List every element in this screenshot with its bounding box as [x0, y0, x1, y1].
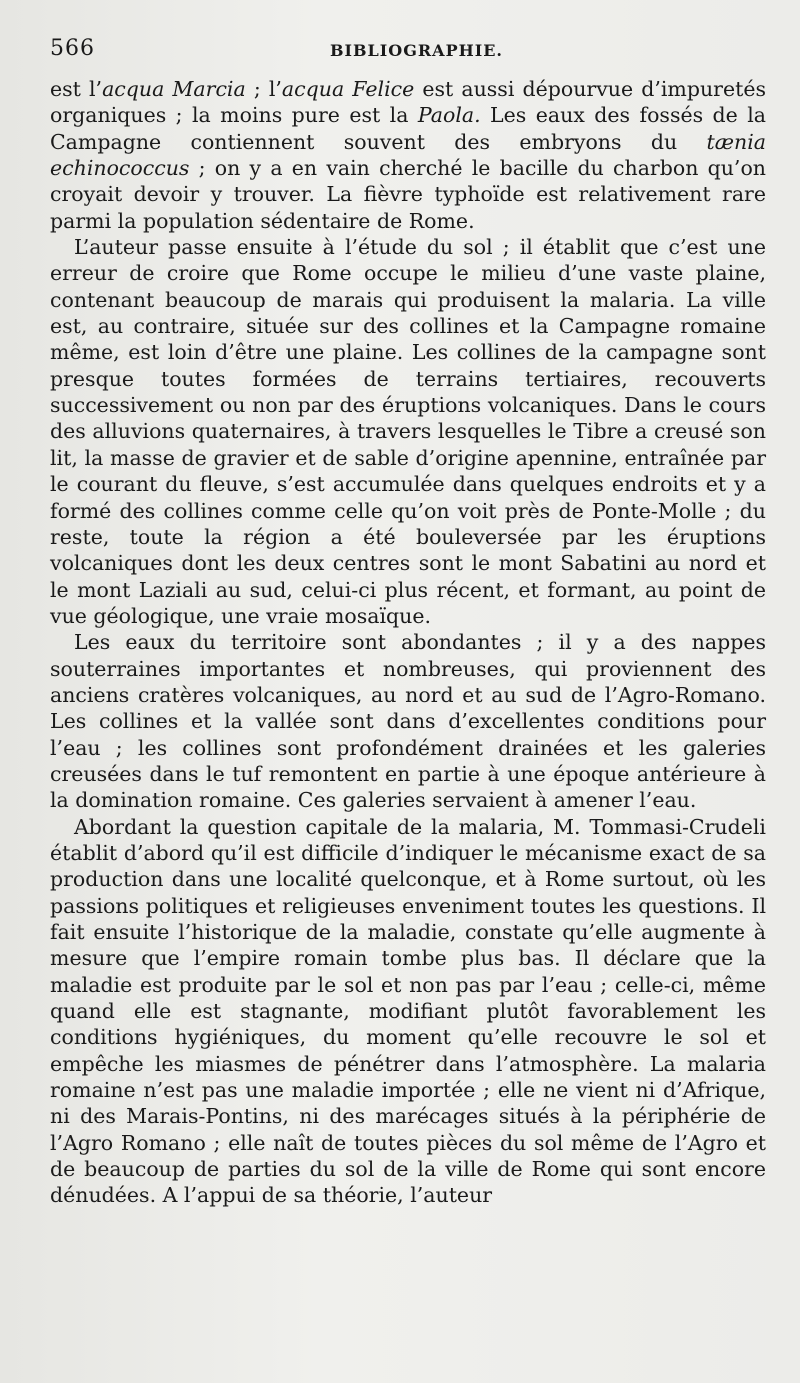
paragraph-3: Les eaux du territoire sont abondantes ; il y a des nappes souterraines importantes et nombreuses, qui proviennent des anciens cratères volcaniques, au nord et au sud de l’Agro-Romano. Les collines et la vallée sont dans d’excellentes conditions pour l’eau ; les collines sont profondément drainées et les galeries creusées dans le tuf remontent en partie à une époque antérieure à la domination romaine. Ces galeries servaient à amener l’eau.: [50, 630, 766, 813]
p1-text-5: ; on y a en vain cherché le bacille du charbon qu’on croyait devoir y trouver. La fièvre typhoïde est relativement rare parmi la population sédentaire de Rome.: [50, 156, 766, 233]
p1-italic-acqua-marcia: acqua Marcia: [102, 77, 246, 101]
p1-italic-paola: Paola.: [417, 103, 481, 128]
running-head: [50, 36, 770, 76]
paragraph-4: Abordant la question capitale de la malaria, M. Tommasi-Crudeli établit d’abord qu’il est difficile d’indiquer le mécanisme exact de sa production dans une localité quelconque, et à Rome surtout, où les passions politiques et religieuses enveniment toutes les questions. Il fait ensuite l’historique de la maladie, constate qu’elle augmente à mesure que l’empire romain tombe plus bas. Il déclare que la maladie est produite par le sol et non pas par l’eau ; celle-ci, même quand elle est stagnante, modifiant plutôt favorablement les conditions hygiéniques, du moment qu’elle recouvre le sol et empêche les miasmes de pénétrer dans l’atmosphère. La malaria romaine n’est pas une maladie importée ; elle ne vient ni d’Afrique, ni des Marais-Pontins, ni des marécages situés à la périphérie de l’Agro Romano ; elle naît de toutes pièces du sol même de l’Agro et de beaucoup de parties du sol de la ville de Rome qui sont encore dénudées. A l’appui de sa théorie, l’auteur: [50, 814, 766, 1208]
p1-text-3: est aussi dépourvue d’impuretés organiques ; la moins pure est la: [50, 77, 767, 128]
paragraph-2: L’auteur passe ensuite à l’étude du sol ; il établit que c’est une erreur de croire que Rome occupe le milieu d’une vaste plaine, contenant beaucoup de marais qui produisent la malaria. La ville est, au contraire, située sur des collines et la Campagne romaine même, est loin d’être une plaine. Les collines de la campagne sont presque toutes formées de terrains tertiaires, recouverts successivement ou non par des éruptions volcaniques. Dans le cours des alluvions quaternaires, à travers lesquelles le Tibre a creusé son lit, la masse de gravier et de sable d’origine apennine, entraînée par le courant du fleuve, s’est accumulée dans quelques endroits et y a formé des collines comme celle qu’on voit près de Ponte-Molle ; du reste, toute la région a été bouleversée par les éruptions volcaniques dont les deux centres sont le mont Sabatini au nord et le mont Laziali au sud, celui-ci plus récent, et formant, au point de vue géologique, une vraie mosaïque.: [50, 235, 766, 628]
p1-text-2: ; l’: [245, 77, 282, 101]
paragraph-1: [50, 76, 766, 234]
p1-text-4: Les eaux des fossés de la Campagne contiennent souvent des embryons du: [50, 103, 766, 154]
p1-italic-taenia: tænia echinococcus: [50, 129, 766, 181]
running-title: BIBLIOGRAPHIE.: [330, 41, 503, 60]
body-text: [50, 76, 766, 1209]
p1-italic-acqua-felice: acqua Felice: [281, 77, 415, 101]
p1-text-1: est l’: [50, 77, 103, 101]
page-number: 566: [50, 36, 95, 61]
